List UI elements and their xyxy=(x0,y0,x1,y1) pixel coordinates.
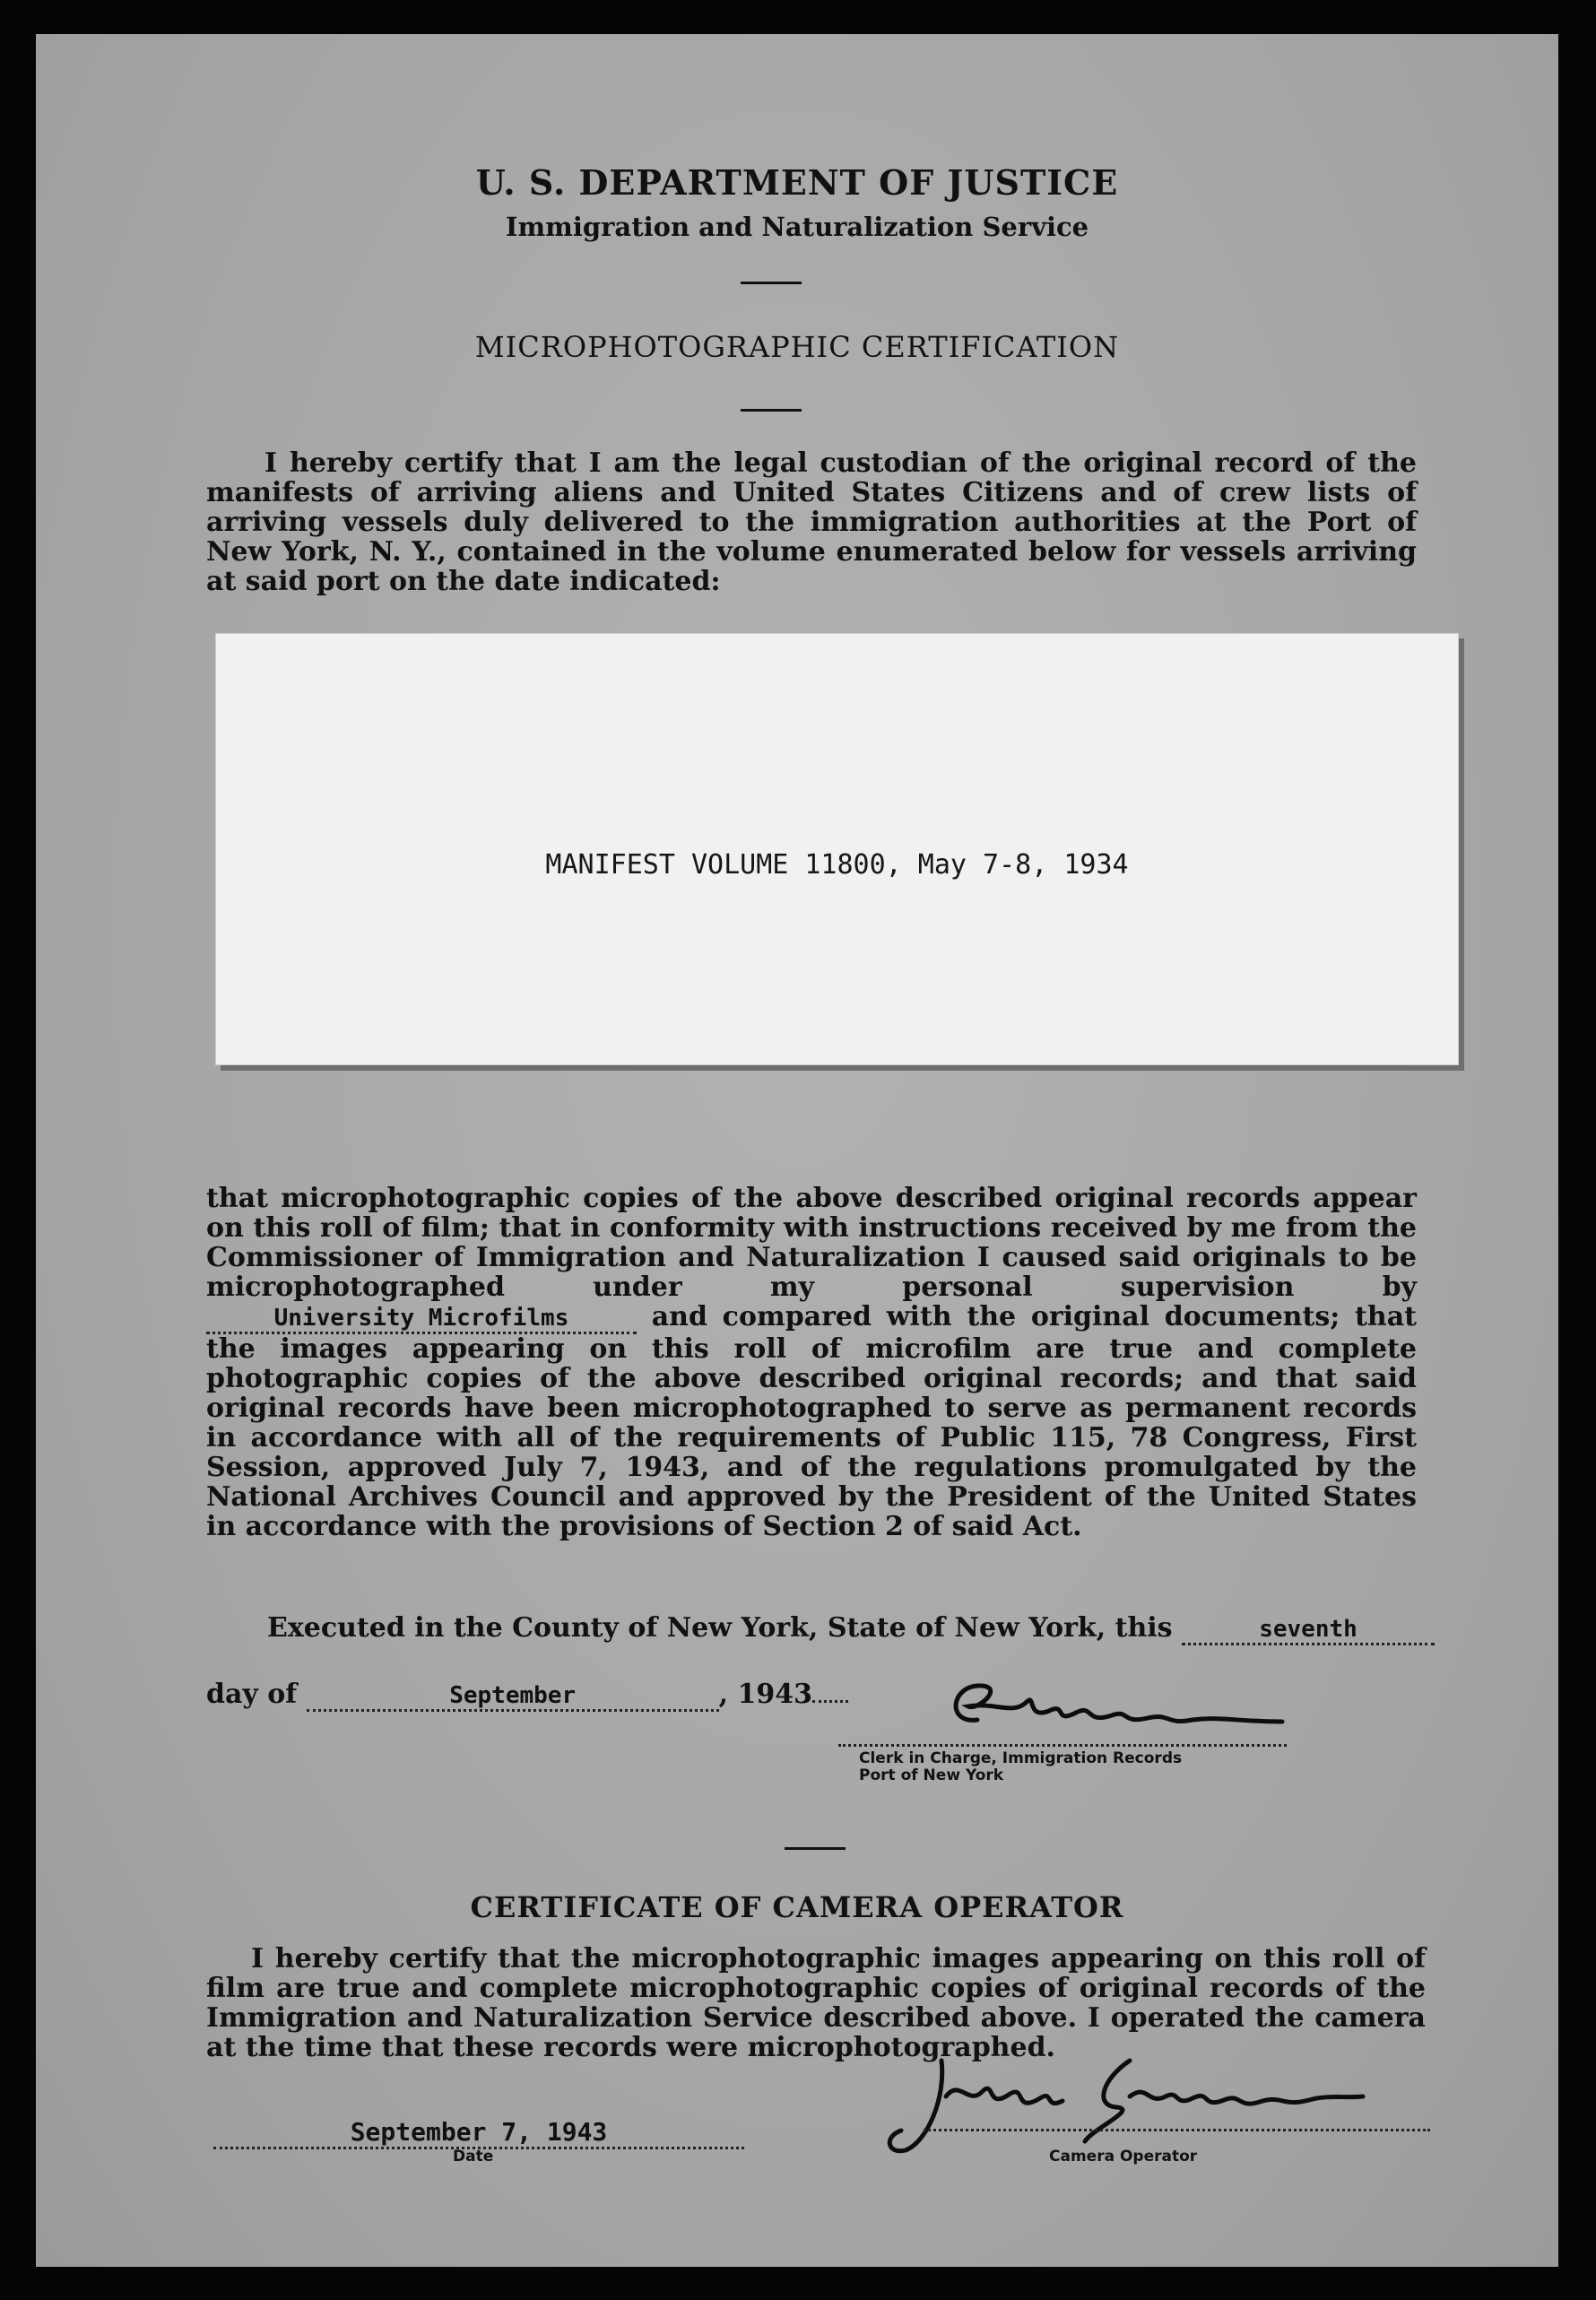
camera-operator-statement: I hereby certify that the microphotographic images appearing on this roll of film are true and complete microphotographic copies of original records of the Immigration and Naturalization Service described above. I operated the camera at the time that these records were microphotographed. xyxy=(206,1943,1426,2063)
certification-body xyxy=(206,1184,1417,1541)
clerk-signature-line xyxy=(838,1744,1287,1747)
day-of-line xyxy=(206,1679,848,1712)
camera-operator-heading: CERTIFICATE OF CAMERA OPERATOR xyxy=(470,1890,1124,1924)
certification-body-part-b: and compared with the original documents; that the images appearing on this roll of microfilm are true and complete photographic copies of the above described original records; and that said original records have been microphotographed to serve as permanent records in accordance with all of the requirements of Public 115, 78 Congress, First Session, approved July 7, 1943, and of the regulations promulgated by the National Archives Council and approved by the President of the United States in accordance with the provisions of Section 2 of said Act. xyxy=(206,1301,1417,1542)
camera-operator-caption: Camera Operator xyxy=(1049,2148,1198,2165)
execution-day-field: seventh xyxy=(1182,1616,1435,1645)
department-heading: U. S. DEPARTMENT OF JUSTICE xyxy=(475,162,1119,203)
service-heading: Immigration and Naturalization Service xyxy=(505,212,1089,242)
operator-date: September 7, 1943 xyxy=(350,2117,608,2147)
certificate-sheet xyxy=(36,34,1558,2267)
clerk-title: Clerk in Charge, Immigration Records xyxy=(859,1749,1183,1767)
divider xyxy=(741,282,802,284)
clerk-port: Port of New York xyxy=(859,1766,1004,1784)
month-field: September xyxy=(307,1682,719,1712)
date-caption: Date xyxy=(453,2148,494,2165)
supervisor-field: University Microfilms xyxy=(206,1305,637,1334)
clerk-signature xyxy=(941,1675,1318,1747)
day-of-prefix: day of xyxy=(206,1679,298,1710)
year-text: , 1943 xyxy=(718,1679,813,1710)
clerk-caption xyxy=(859,1750,1182,1784)
operator-signature-line xyxy=(924,2129,1430,2131)
document-title: MICROPHOTOGRAPHIC CERTIFICATION xyxy=(474,330,1120,364)
volume-slip xyxy=(215,633,1459,1065)
divider xyxy=(785,1847,846,1850)
execution-prefix: Executed in the County of New York, State of New York, this xyxy=(267,1612,1173,1644)
camera-operator-signature xyxy=(861,2043,1381,2159)
divider xyxy=(741,409,802,412)
year-trailing-dots xyxy=(812,1700,848,1703)
execution-line xyxy=(267,1612,1435,1645)
operator-date-line xyxy=(213,2117,744,2149)
custodian-statement: I hereby certify that I am the legal custodian of the original record of the manifests of arriving aliens and United States Citizens and of crew lists of arriving vessels duly delivered to the immigration authorities at the Port of New York, N. Y., contained in the volume enumerated below for vessels arriving at said port on the date indicated: xyxy=(206,447,1417,597)
certification-body-part-a: that microphotographic copies of the above described original records appear on this roll of film; that in conformity with instructions received by me from the Commissioner of Immigration and Naturalization I caused said originals to be microphotographed under my personal supervision by xyxy=(206,1183,1417,1303)
manifest-volume-label: MANIFEST VOLUME 11800, May 7-8, 1934 xyxy=(545,849,1129,881)
